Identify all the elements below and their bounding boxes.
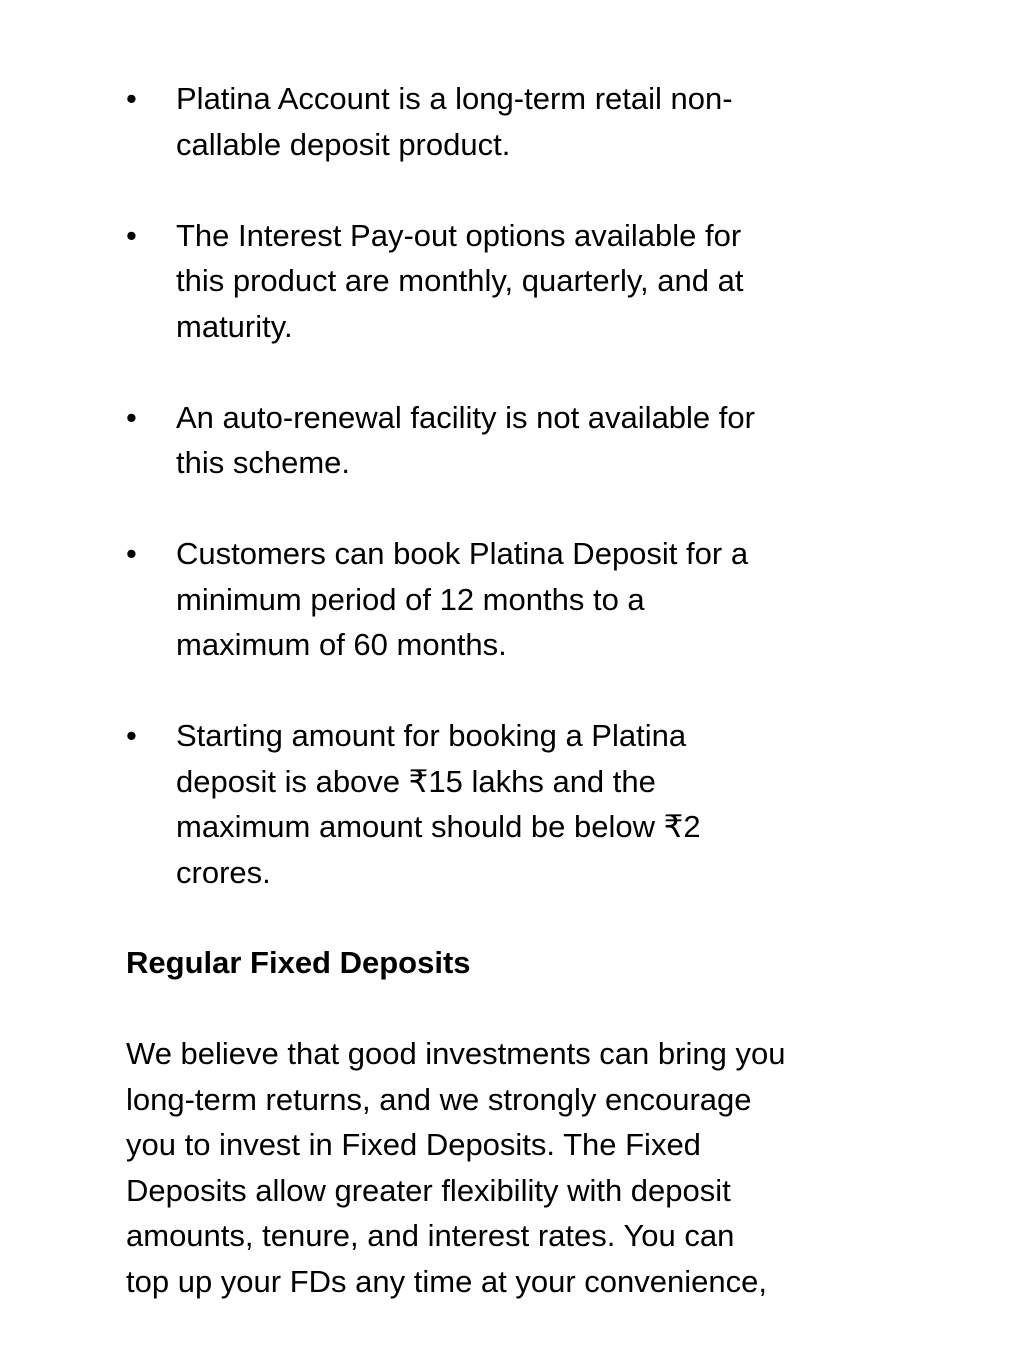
bullet-text-line: The Interest Pay-out options available for — [176, 217, 742, 253]
bullet-item-payout-options — [0, 213, 856, 350]
bullet-text-line: Starting amount for booking a Platina — [176, 718, 687, 753]
paragraph-line: We believe that good investments can bring you — [126, 1036, 786, 1071]
bullet-dot-icon: • — [126, 217, 137, 253]
bullet-item-auto-renewal — [0, 395, 856, 486]
bullet-text-line: this product are monthly, quarterly, and at — [176, 263, 744, 298]
bullet-text-line: Platina Account is a long-term retail non- — [176, 81, 733, 116]
bullet-text-line: An auto-renewal facility is not available for — [176, 399, 755, 435]
bullet-text-line: maturity. — [176, 308, 293, 344]
bullet-text-line: maximum of 60 months. — [176, 627, 507, 662]
bullet-dot-icon: • — [126, 399, 137, 435]
paragraph-line: long-term returns, and we strongly encourage — [126, 1081, 752, 1117]
paragraph-line: top up your FDs any time at your convenience, — [126, 1263, 767, 1299]
bullet-item-tenure — [0, 531, 856, 668]
bullet-text-line: deposit is above ₹15 lakhs and the — [176, 763, 656, 799]
bullet-dot-icon: • — [126, 536, 137, 571]
bullet-item-amount-limits — [0, 713, 856, 895]
bullet-text-line: crores. — [176, 854, 271, 890]
bullet-dot-icon: • — [126, 81, 137, 116]
paragraph-line: you to invest in Fixed Deposits. The Fixed — [126, 1127, 701, 1162]
bullet-text-line: maximum amount should be below ₹2 — [176, 809, 701, 844]
section-heading: Regular Fixed Deposits — [126, 945, 471, 980]
bullet-text-line: minimum period of 12 months to a — [176, 581, 645, 617]
bullet-text-line: Customers can book Platina Deposit for a — [176, 536, 749, 571]
feature-bullet-list — [0, 76, 1024, 941]
bullet-dot-icon: • — [126, 718, 137, 753]
bullet-item-product-type — [0, 76, 856, 167]
section-body-paragraph — [126, 1031, 886, 1304]
bullet-text-line: this scheme. — [176, 445, 351, 480]
paragraph-line: amounts, tenure, and interest rates. You can — [126, 1218, 735, 1253]
bullet-text-line: callable deposit product. — [176, 126, 511, 162]
paragraph-line: Deposits allow greater flexibility with deposit — [126, 1172, 731, 1208]
